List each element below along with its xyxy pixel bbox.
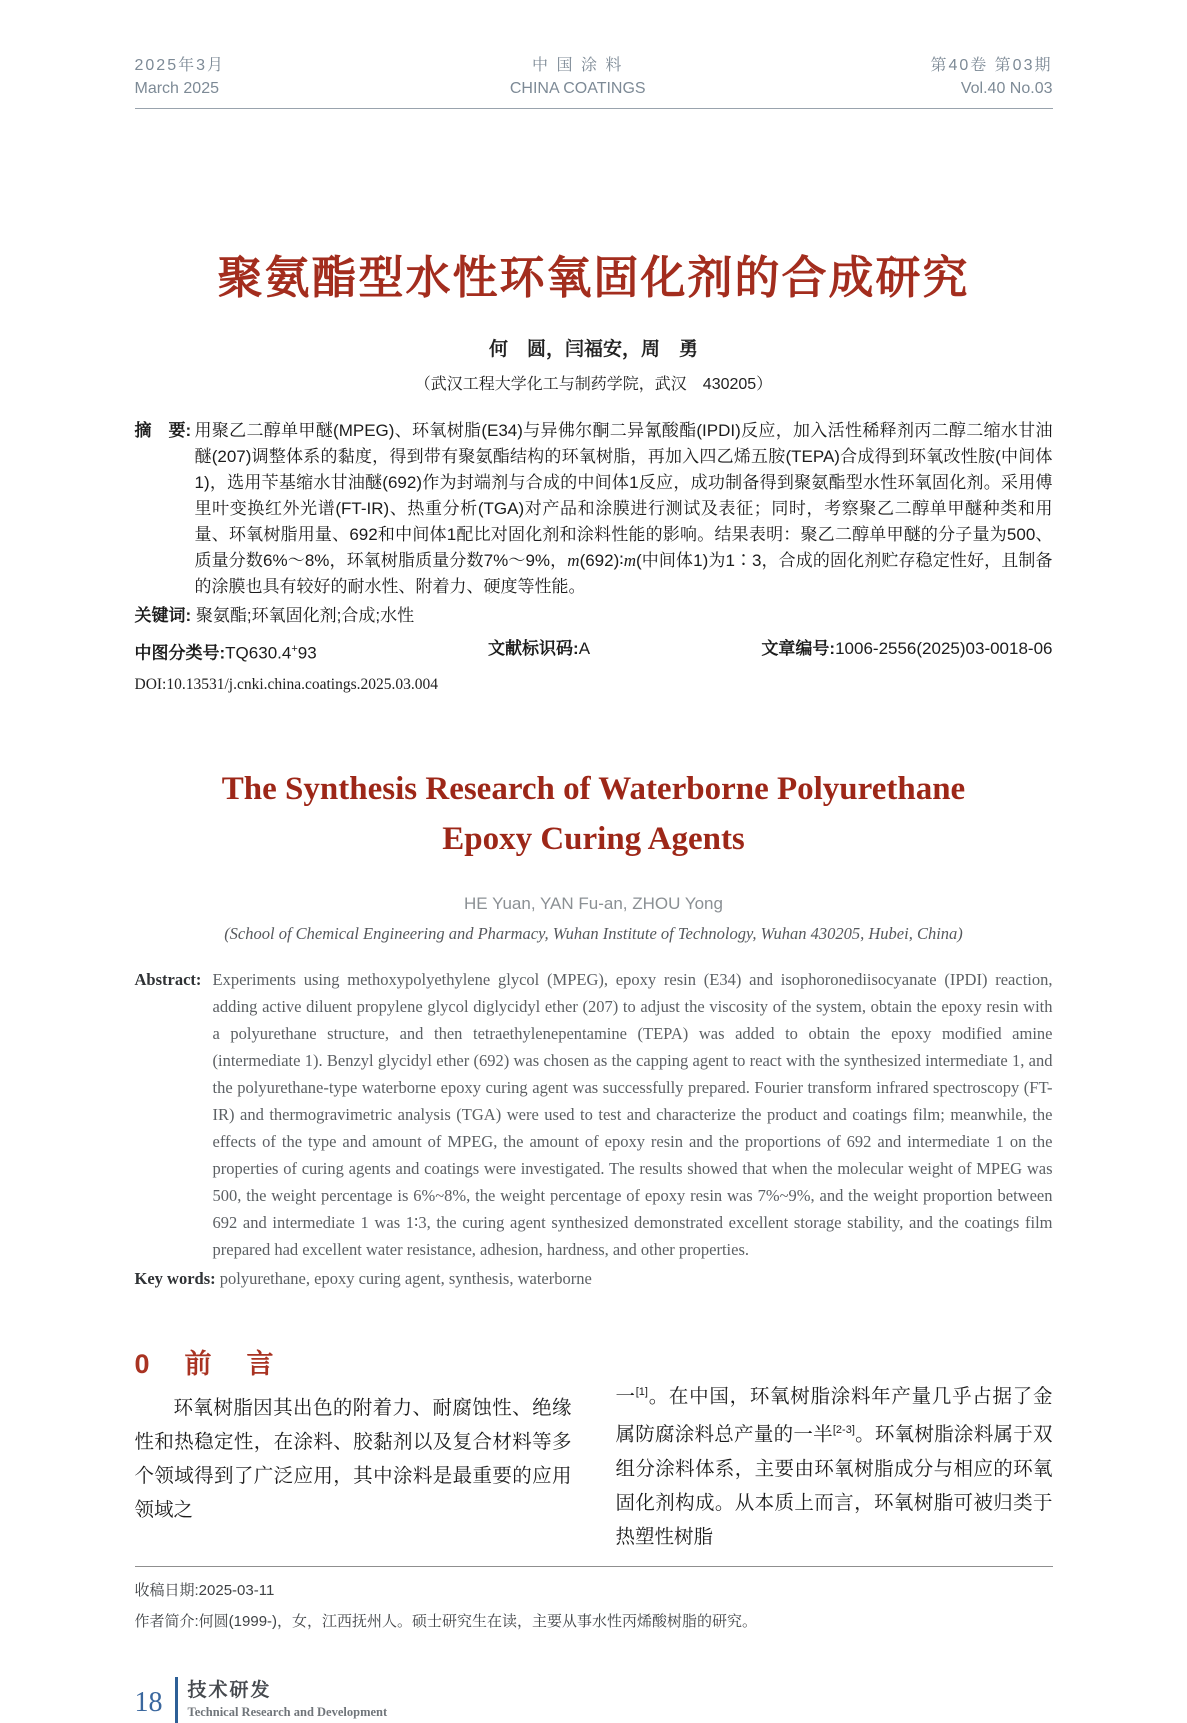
header-journal-en: CHINA COATINGS <box>509 80 646 97</box>
page-number: 18 <box>134 1686 163 1718</box>
abstract-cn-body <box>195 418 1053 600</box>
doc-code-label: 文献标识码: <box>488 639 579 658</box>
clc-label: 中图分类号: <box>134 643 226 663</box>
keywords-cn <box>135 603 1053 629</box>
abstract-cn-m1: m <box>567 551 580 570</box>
intro-right-seg1: 。在中国，环氧树脂涂料年产量几乎占据了金属防腐涂料总产量的一半 <box>615 1385 1053 1446</box>
affiliation-cn: （武汉工程大学化工与制药学院，武汉 430205） <box>414 376 773 393</box>
clc-number <box>135 636 317 667</box>
intro-right-column <box>616 1342 1053 1554</box>
footer-section <box>188 1679 388 1721</box>
article-title-cn: 聚氨酯型水性环氧固化剂的合成研究 <box>217 252 970 303</box>
header-date <box>135 54 226 100</box>
affiliation-en: (School of Chemical Engineering and Pharmacy, Wuhan Institute of Technology, Wuhan 430205, Hubei, China) <box>224 923 963 943</box>
keywords-en <box>135 1265 1053 1292</box>
intro-paragraph-right <box>616 1375 1053 1554</box>
header-issue-cn: 第40卷 第03期 <box>930 57 1053 74</box>
page-footer <box>135 1677 1053 1723</box>
citation-ref-2-3: [2-3] <box>832 1424 855 1437</box>
abstract-cn-label: 摘 要: <box>134 421 192 440</box>
footer-divider-bar <box>175 1677 178 1723</box>
citation-ref-1: [1] <box>635 1385 648 1398</box>
abstract-en-label: Abstract: <box>134 969 202 989</box>
clc-sup: + <box>291 643 298 655</box>
received-date: 收稿日期:2025-03-11 <box>134 1581 275 1599</box>
article-id <box>761 636 1052 667</box>
header-date-cn: 2025年3月 <box>134 57 225 74</box>
footnote <box>135 1567 1053 1637</box>
article-id-value: 1006-2556(2025)03-0018-06 <box>835 639 1053 658</box>
intro-right-seg2: 。环氧树脂涂料属于双组分涂料体系，主要由环氧树脂成分与相应的环氧固化剂构成。从本质上而言，环氧树脂可被归类于热塑性树脂 <box>615 1423 1053 1548</box>
clc-tail: 93 <box>297 643 317 663</box>
intro-left-column <box>135 1342 572 1554</box>
page-content <box>135 0 1053 1723</box>
author-bio: 作者简介:何圆(1999-)，女，江西抚州人。硕士研究生在读，主要从事水性丙烯酸树脂的研究。 <box>134 1612 758 1630</box>
authors-en: HE Yuan, YAN Fu-an, ZHOU Yong <box>464 893 723 913</box>
authors-cn: 何 圆，闫福安，周 勇 <box>488 339 698 360</box>
footer-section-cn: 技术研发 <box>187 1679 272 1701</box>
abstract-cn-part1: 用聚乙二醇单甲醚(MPEG)、环氧树脂(E34)与异佛尔酮二异氰酸酯(IPDI)反应，加入活性稀释剂丙二醇二缩水甘油醚(207)调整体系的黏度，得到带有聚氨酯结构的环氧树脂，再加入四乙烯五胺(TEPA)合成得到环氧改性胺(中间体1)，选用苄基缩水甘油醚(692)作为封端剂与合成的中间体1反应，成功制备得到聚氨酯型水性环氧固化剂。采用傅里叶变换红外光谱(FT-IR)、热重分析(TGA)对产品和涂膜进行测试及表征；同时，考察聚乙二醇单甲醚种类和用量、环氧树脂用量、692和中间体1配比对固化剂和涂料性能的影响。结果表明：聚乙二醇单甲醚的分子量为500、质量分数6%～8%，环氧树脂质量分数7%～9%， <box>194 421 1053 570</box>
article-title-en: The Synthesis Research of Waterborne Polyurethane Epoxy Curing Agents <box>221 770 966 857</box>
doi: DOI:10.13531/j.cnki.china.coatings.2025.03.004 <box>134 675 438 693</box>
keywords-cn-text: 聚氨酯;环氧固化剂;合成;水性 <box>195 606 415 625</box>
clc-value: TQ630.4 <box>225 643 292 663</box>
header-date-en: March 2025 <box>134 80 219 97</box>
meta-row <box>135 636 1053 667</box>
keywords-en-label: Key words: <box>134 1268 216 1288</box>
abstract-en-body: Experiments using methoxypolyethylene glycol (MPEG), epoxy resin (E34) and isophoronediisocyanate (IPDI) reaction, adding active diluent propylene glycol diglycidyl ether (207) to adjust the viscosity of the system, obtain the epoxy resin with a polyurethane structure, and then tetraethylenepentamine (TEPA) was added to obtain the epoxy modified amine (intermediate 1). Benzyl glycidyl ether (692) was chosen as the capping agent to react with the synthesized intermediate 1, and the polyurethane-type waterborne epoxy curing agent was successfully prepared. Fourier transform infrared spectroscopy (FT-IR) and thermogravimetric analysis (TGA) were used to test and characterize the product and coatings film; meanwhile, the effects of the type and amount of MPEG, the amount of epoxy resin and the proportions of 692 and intermediate 1 on the properties of curing agents and coatings were investigated. The results showed that when the molecular weight of MPEG was 500, the weight percentage is 6%~8%, the weight percentage of epoxy resin was 7%~9%, and the weight proportion between 692 and intermediate 1 was 1∶3, the curing agent synthesized demonstrated excellent storage stability, and the coatings film prepared had excellent water resistance, adhesion, hardness, and other properties. <box>212 969 1053 1259</box>
journal-header <box>135 0 1053 109</box>
abstract-cn-part2: (692)∶ <box>579 551 624 570</box>
introduction-section <box>135 1342 1053 1554</box>
abstract-cn-part3: (中间体1)为1∶3，合成的固化剂贮存稳定性好，且制备的涂膜也具有较好的耐水性、附着力、硬度等性能。 <box>194 551 1053 596</box>
header-journal-name <box>510 54 646 100</box>
header-journal-cn: 中 国 涂 料 <box>532 57 624 74</box>
header-issue-en: Vol.40 No.03 <box>960 80 1053 97</box>
abstract-cn <box>135 418 1053 600</box>
footer-section-en: Technical Research and Development <box>187 1704 388 1719</box>
intro-right-seg0: 一 <box>615 1385 636 1408</box>
doc-code-value: A <box>578 639 591 658</box>
keywords-en-text: polyurethane, epoxy curing agent, synthesis, waterborne <box>219 1268 592 1288</box>
intro-paragraph-left: 环氧树脂因其出色的附着力、耐腐蚀性、绝缘性和热稳定性，在涂料、胶黏剂以及复合材料等多个领域得到了广泛应用，其中涂料是最重要的应用领域之 <box>134 1396 572 1521</box>
document-code <box>488 636 590 667</box>
header-issue <box>930 54 1052 100</box>
section-heading-intro: 0 前 言 <box>134 1348 278 1379</box>
article-id-label: 文章编号: <box>761 639 836 658</box>
abstract-cn-m2: m <box>623 551 636 570</box>
keywords-cn-label: 关键词: <box>134 606 192 625</box>
abstract-en <box>135 966 1053 1263</box>
